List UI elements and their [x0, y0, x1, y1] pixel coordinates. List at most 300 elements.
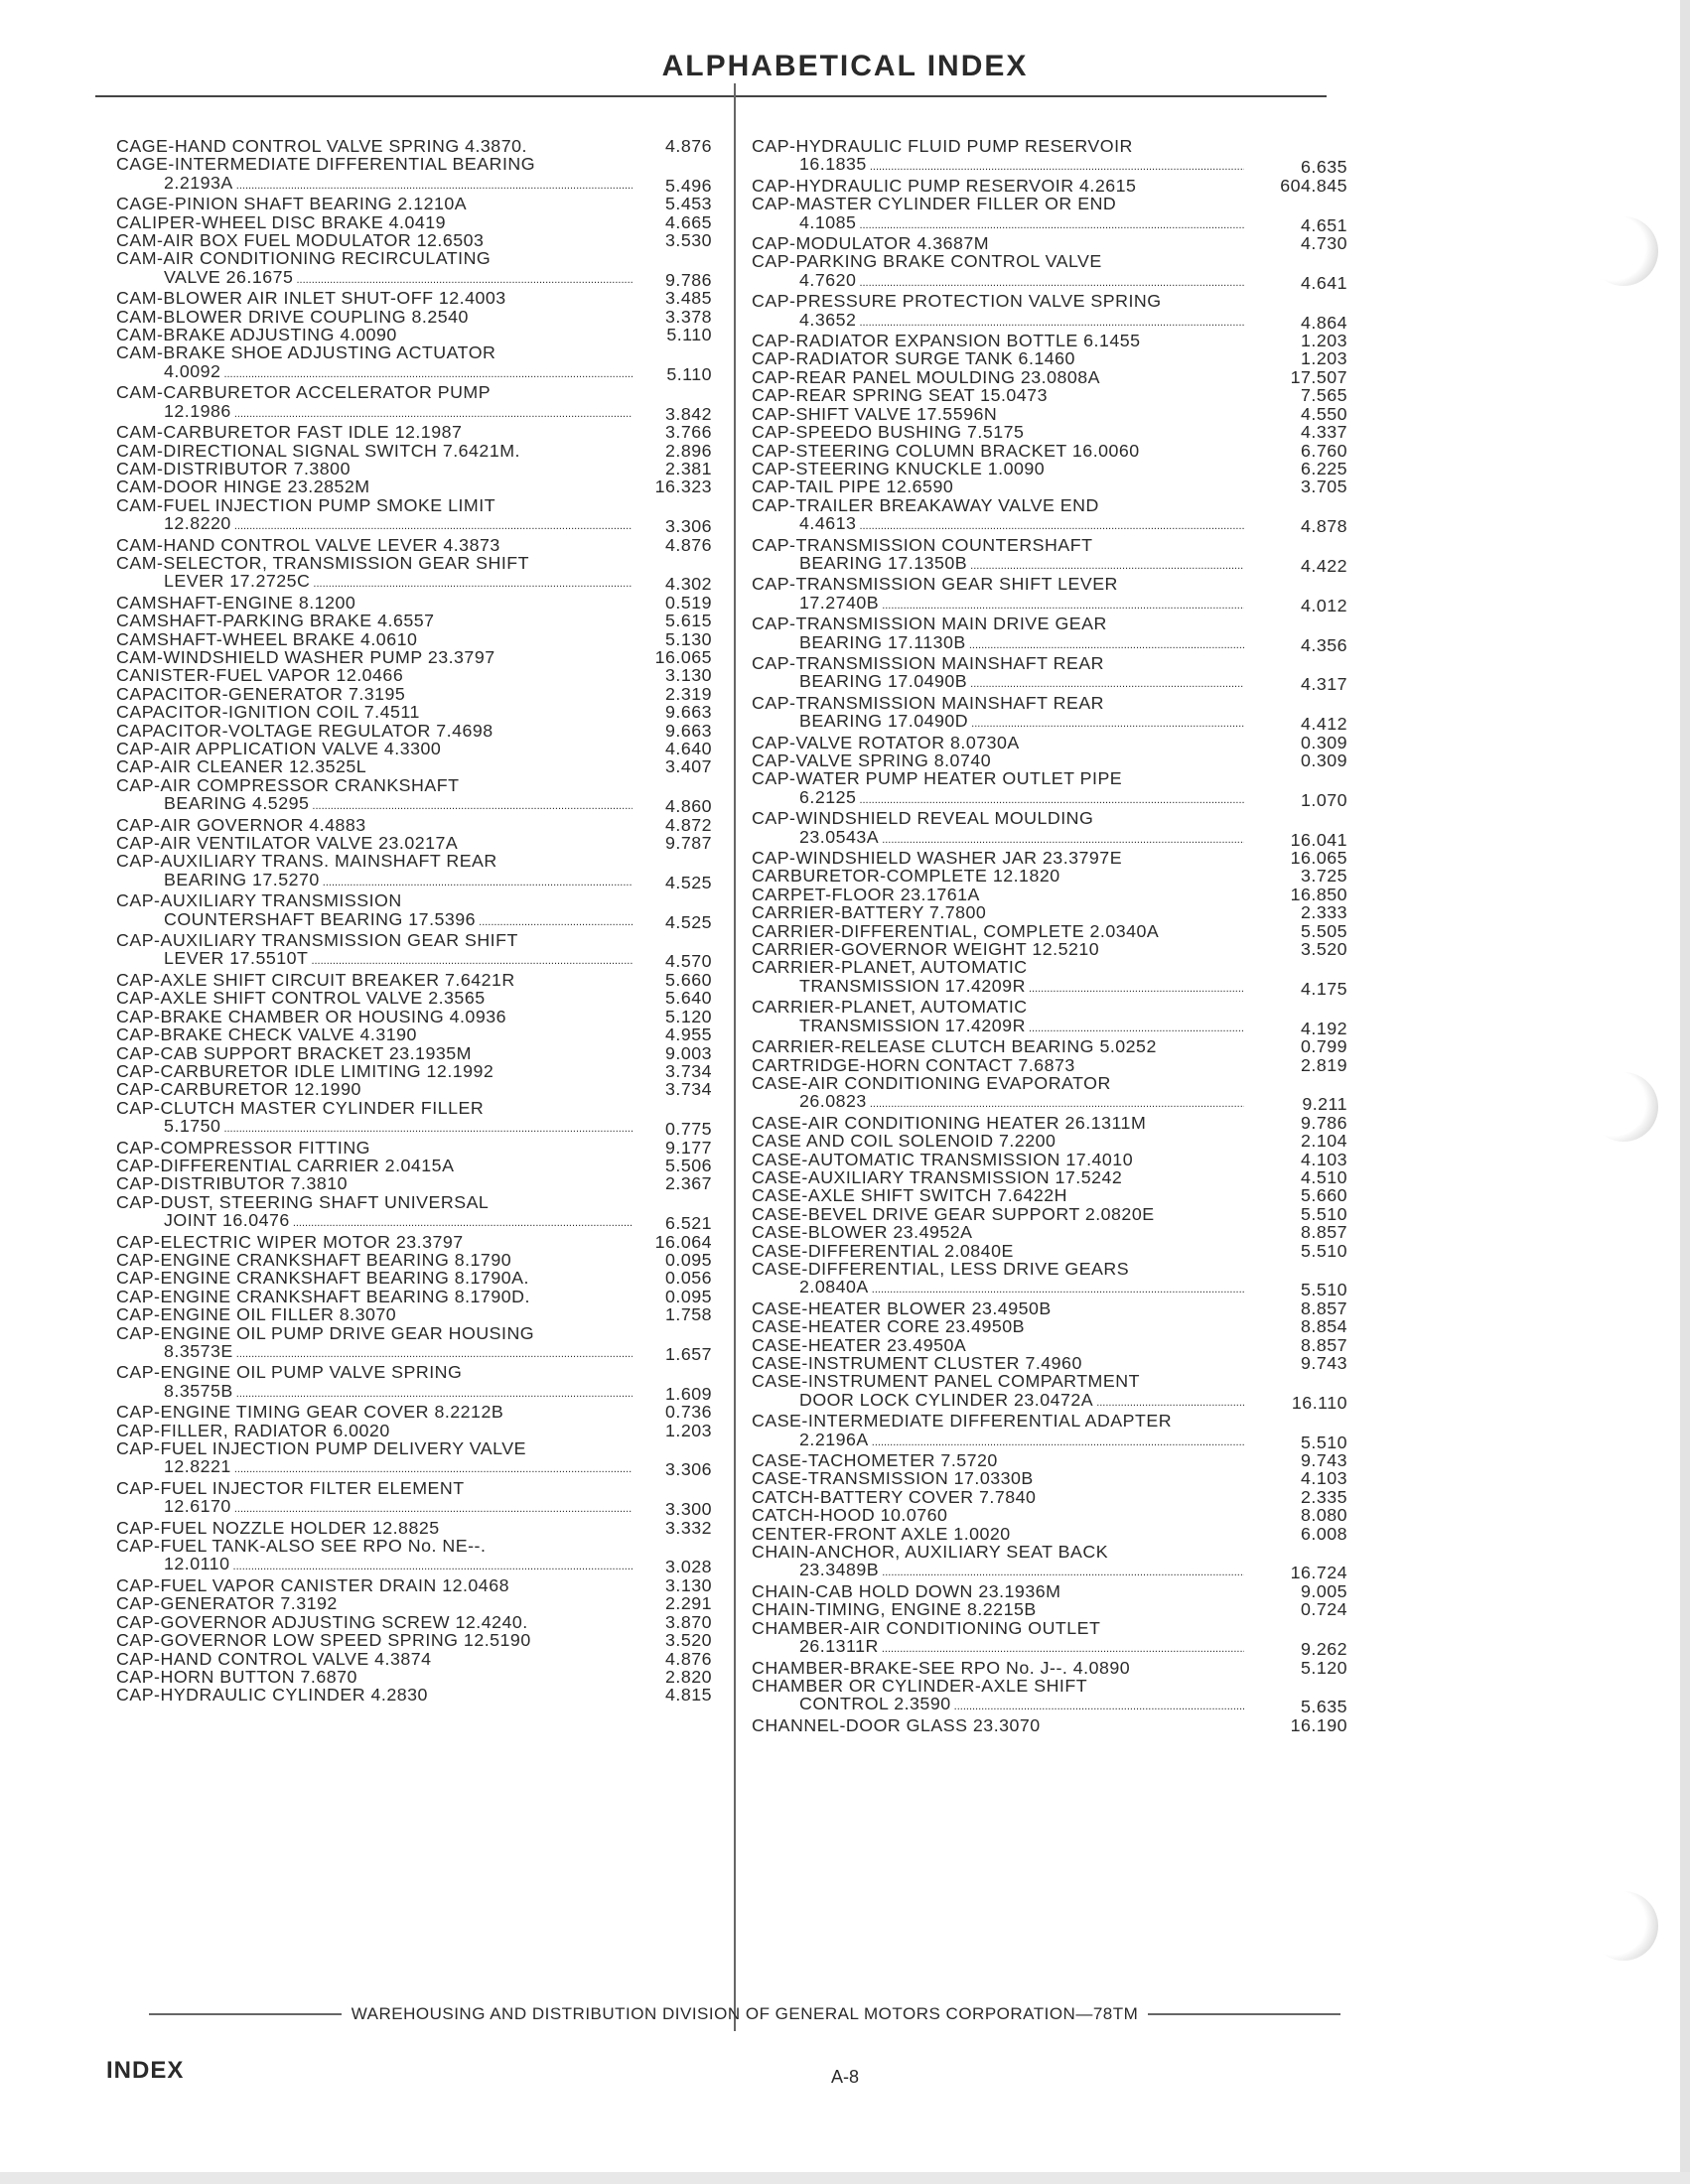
- index-entry: [752, 1299, 1347, 1317]
- index-entry: [752, 1412, 1347, 1430]
- index-entry-text: CARRIER-PLANET, AUTOMATIC: [752, 958, 1028, 977]
- index-entry-text: CAP-SPEEDO BUSHING 7.5175: [752, 423, 1025, 442]
- index-entry-text: CAM-AIR CONDITIONING RECIRCULATING: [116, 249, 492, 268]
- index-entry: [116, 460, 712, 478]
- index-entry: [116, 816, 712, 834]
- index-entry: [752, 1469, 1347, 1487]
- index-entry-page: 4.422: [1301, 555, 1347, 576]
- index-entry-text: BEARING 17.1130B .....: [752, 633, 1244, 654]
- index-entry-text: CASE-AXLE SHIFT SWITCH 7.6422H: [752, 1186, 1068, 1205]
- index-entry: [116, 213, 712, 231]
- index-entry: [116, 155, 712, 173]
- index-entry-text: CAP-FUEL VAPOR CANISTER DRAIN 12.0468: [116, 1575, 509, 1595]
- index-entry: [116, 1631, 712, 1649]
- index-entry: [116, 1157, 712, 1174]
- index-entry: [752, 1372, 1347, 1390]
- index-entry-page: 5.130: [665, 628, 712, 649]
- index-entry-page: 2.104: [1301, 1131, 1347, 1152]
- index-entry: [752, 460, 1347, 478]
- index-entry: [116, 891, 712, 909]
- index-entry-page: 16.323: [654, 477, 712, 497]
- index-entry-text: CAP-ENGINE OIL PUMP VALVE SPRING: [116, 1363, 463, 1382]
- index-entry-text: CASE-AUTOMATIC TRANSMISSION 17.4010: [752, 1150, 1134, 1168]
- index-entry-text: CAP-RADIATOR EXPANSION BOTTLE 6.1455: [752, 332, 1141, 350]
- page-edge: [0, 2172, 1690, 2184]
- index-entry-page: 9.787: [665, 833, 712, 854]
- index-entry-page: 3.766: [665, 422, 712, 443]
- index-entry: [752, 788, 1347, 809]
- index-entry-page: 6.760: [1301, 440, 1347, 461]
- index-entry: [752, 867, 1347, 885]
- index-entry: [752, 554, 1347, 575]
- index-entry: [116, 703, 712, 721]
- index-entry-text: BEARING 17.0490B .....: [752, 672, 1244, 693]
- index-entry-page: 5.640: [665, 988, 712, 1009]
- index-entry-page: 3.300: [665, 1499, 712, 1520]
- index-entry: [752, 478, 1347, 495]
- index-entry-text: 12.0110 .....: [116, 1555, 633, 1575]
- index-entry: [752, 332, 1347, 349]
- index-entry-page: 16.850: [1290, 884, 1347, 904]
- index-entry-page: 4.525: [665, 872, 712, 892]
- index-entry-text: CAP-AUXILIARY TRANSMISSION: [116, 891, 402, 910]
- index-entry-text: CAMSHAFT-PARKING BRAKE 4.6557: [116, 612, 435, 630]
- index-entry-page: 0.775: [665, 1119, 712, 1140]
- index-entry-text: LEVER 17.5510T .....: [116, 949, 633, 970]
- title-rule: [95, 95, 1327, 97]
- index-entry-text: CAP-RADIATOR SURGE TANK 6.1460: [752, 349, 1075, 368]
- index-entry-page: 4.337: [1301, 422, 1347, 443]
- index-entry-page: 4.525: [665, 911, 712, 932]
- index-entry: [752, 1677, 1347, 1695]
- index-entry-page: 16.065: [1290, 848, 1347, 869]
- index-entry: [116, 871, 712, 891]
- index-entry-page: 16.041: [1290, 829, 1347, 850]
- index-entry-page: 2.819: [1301, 1054, 1347, 1075]
- index-entry: [116, 289, 712, 307]
- index-entry-text: CASE-BEVEL DRIVE GEAR SUPPORT 2.0820E: [752, 1204, 1155, 1224]
- index-entry: [752, 998, 1347, 1016]
- index-entry-page: 9.211: [1302, 1094, 1347, 1115]
- index-entry: [116, 685, 712, 703]
- index-entry-page: 1.203: [1301, 331, 1347, 351]
- index-entry-text: BEARING 4.5295 .....: [116, 794, 633, 815]
- index-entry-page: 6.008: [1301, 1523, 1347, 1544]
- index-entry-text: BEARING 17.1350B .....: [752, 554, 1244, 575]
- index-entry-page: 16.110: [1291, 1392, 1347, 1413]
- index-entry: [116, 1324, 712, 1342]
- index-entry-text: CAP-PRESSURE PROTECTION VALVE SPRING: [752, 292, 1162, 311]
- index-entry-text: CASE-TRANSMISSION 17.0330B: [752, 1469, 1034, 1488]
- index-entry-text: CAP-FUEL NOZZLE HOLDER 12.8825: [116, 1518, 440, 1538]
- index-entry-page: 9.005: [1301, 1580, 1347, 1601]
- index-entry: [752, 496, 1347, 514]
- index-entry-page: 5.615: [665, 611, 712, 631]
- index-entry-page: 5.110: [666, 325, 712, 345]
- index-entry: [752, 195, 1347, 212]
- index-entry: [116, 514, 712, 535]
- index-entry: [116, 1613, 712, 1631]
- index-entry: [752, 1582, 1347, 1600]
- index-entry: [116, 776, 712, 794]
- index-entry: [116, 1008, 712, 1025]
- index-entry-text: CAM-WINDSHIELD WASHER PUMP 23.3797: [116, 647, 495, 667]
- index-entry-page: 4.730: [1301, 233, 1347, 254]
- index-entry-text: CASE-AUXILIARY TRANSMISSION 17.5242: [752, 1167, 1123, 1187]
- index-entry-page: 2.335: [1301, 1486, 1347, 1507]
- index-entry: [752, 712, 1347, 733]
- index-entry-text: CARBURETOR-COMPLETE 12.1820: [752, 867, 1060, 886]
- index-entry-text: CAMSHAFT-ENGINE 8.1200: [116, 593, 356, 613]
- index-entry: [116, 1382, 712, 1403]
- index-entry: [752, 886, 1347, 903]
- index-entry: [752, 234, 1347, 252]
- index-entry: [116, 1233, 712, 1251]
- index-entry-text: 4.1085 .....: [752, 213, 1244, 234]
- index-entry: [752, 1092, 1347, 1113]
- index-entry: [752, 594, 1347, 614]
- index-entry: [752, 514, 1347, 535]
- index-entry: [752, 1543, 1347, 1561]
- index-entry-text: CAP-DIFFERENTIAL CARRIER 2.0415A: [116, 1156, 455, 1175]
- index-entry: [752, 1132, 1347, 1150]
- index-entry: [752, 614, 1347, 632]
- index-entry-text: CAGE-HAND CONTROL VALVE SPRING 4.3870.: [116, 137, 527, 156]
- index-entry-text: CAP-HYDRAULIC CYLINDER 4.2830: [116, 1686, 428, 1705]
- index-entry-text: CAP-AIR CLEANER 12.3525L: [116, 757, 367, 776]
- index-entry: [752, 940, 1347, 958]
- index-entry-text: CAP-STEERING KNUCKLE 1.0090: [752, 459, 1046, 478]
- index-entry-text: 16.1835 .....: [752, 155, 1244, 176]
- index-entry-text: VALVE 26.1675 .....: [116, 268, 633, 289]
- index-entry-page: 3.306: [665, 1459, 712, 1480]
- index-entry-text: CASE-INSTRUMENT PANEL COMPARTMENT: [752, 1372, 1140, 1391]
- index-entry-page: 5.505: [1301, 920, 1347, 941]
- index-entry-text: CAGE-INTERMEDIATE DIFFERENTIAL BEARING: [116, 155, 536, 174]
- index-entry: [752, 405, 1347, 423]
- index-entry-text: CAM-BRAKE SHOE ADJUSTING ACTUATOR: [116, 343, 496, 362]
- index-entry-text: CAP-FUEL INJECTOR FILTER ELEMENT: [116, 1478, 465, 1498]
- index-entry-page: 5.510: [1301, 1432, 1347, 1452]
- index-entry-page: 4.510: [1301, 1166, 1347, 1187]
- index-entry: [116, 1193, 712, 1211]
- index-entry-text: CAP-HYDRAULIC PUMP RESERVOIR 4.2615: [752, 176, 1137, 196]
- index-entry: [752, 849, 1347, 867]
- index-entry: [752, 1223, 1347, 1241]
- index-entry-text: JOINT 16.0476 .....: [116, 1211, 633, 1232]
- index-entry: [752, 1317, 1347, 1335]
- index-entry-text: CASE-DIFFERENTIAL 2.0840E: [752, 1241, 1014, 1260]
- index-entry-text: CHAIN-ANCHOR, AUXILIARY SEAT BACK: [752, 1543, 1109, 1562]
- index-entry: [116, 1211, 712, 1232]
- index-entry: [116, 1479, 712, 1497]
- index-entry: [116, 722, 712, 740]
- index-entry-text: CAP-DISTRIBUTOR 7.3810: [116, 1174, 349, 1193]
- index-entry: [116, 1288, 712, 1305]
- index-entry: [752, 1242, 1347, 1260]
- index-entry-text: TRANSMISSION 17.4209R .....: [752, 1017, 1244, 1037]
- index-entry-text: CAP-ENGINE OIL FILLER 8.3070: [116, 1305, 397, 1324]
- index-entry-page: 2.291: [665, 1593, 712, 1614]
- index-entry: [752, 155, 1347, 176]
- index-entry: [752, 828, 1347, 849]
- index-entry-page: 9.177: [665, 1137, 712, 1158]
- index-entry-text: CHAMBER-BRAKE-SEE RPO No. J--. 4.0890: [752, 1658, 1131, 1677]
- index-entry: [116, 1117, 712, 1138]
- index-entry: [752, 1037, 1347, 1055]
- index-entry-page: 8.854: [1301, 1316, 1347, 1337]
- index-entry-text: CAP-MASTER CYLINDER FILLER OR END: [752, 195, 1117, 213]
- index-entry: [752, 1619, 1347, 1637]
- index-entry-page: 4.103: [1301, 1468, 1347, 1489]
- index-entry: [752, 442, 1347, 460]
- index-entry-page: 3.130: [665, 665, 712, 686]
- index-entry: [752, 1600, 1347, 1618]
- index-entry-page: 5.510: [1301, 1280, 1347, 1300]
- index-entry-page: 16.190: [1290, 1714, 1347, 1735]
- index-entry-page: 4.872: [665, 814, 712, 835]
- index-entry-text: 17.2740B .....: [752, 594, 1244, 614]
- index-entry-page: 5.635: [1301, 1697, 1347, 1717]
- index-entry: [116, 1537, 712, 1555]
- index-entry: [116, 1305, 712, 1323]
- index-entry: [752, 922, 1347, 940]
- index-entry-text: CAM-AIR BOX FUEL MODULATOR 12.6503: [116, 231, 485, 250]
- index-entry: [752, 311, 1347, 332]
- index-entry: [752, 1525, 1347, 1543]
- index-entry-text: 12.6170 .....: [116, 1497, 633, 1518]
- index-entry-text: CAP-HORN BUTTON 7.6870: [116, 1667, 357, 1687]
- index-entry: [752, 672, 1347, 693]
- index-entry-page: 4.640: [665, 739, 712, 758]
- index-entry-text: BEARING 17.0490D .....: [752, 712, 1244, 733]
- index-entry-page: 5.660: [1301, 1185, 1347, 1206]
- index-entry: [752, 536, 1347, 554]
- index-entry-page: 4.876: [665, 136, 712, 156]
- index-entry-text: CASE-AIR CONDITIONING HEATER 26.1311M: [752, 1113, 1147, 1133]
- index-entry-page: 16.064: [654, 1231, 712, 1252]
- index-entry-page: 4.665: [665, 211, 712, 232]
- index-entry: [752, 1451, 1347, 1469]
- index-entry-page: 6.635: [1301, 157, 1347, 178]
- index-entry-text: CAP-GOVERNOR LOW SPEED SPRING 12.5190: [116, 1631, 531, 1650]
- index-entry-page: 2.319: [665, 683, 712, 704]
- index-entry-page: 9.786: [1301, 1112, 1347, 1133]
- index-entry-page: 16.724: [1290, 1563, 1347, 1583]
- index-entry: [752, 1561, 1347, 1581]
- index-entry-text: CAP-HAND CONTROL VALVE 4.3874: [116, 1649, 432, 1668]
- index-entry: [116, 1555, 712, 1575]
- column-divider: [734, 83, 736, 2031]
- index-entry: [752, 1278, 1347, 1298]
- index-entry-text: CAP-TAIL PIPE 12.6590: [752, 478, 954, 496]
- index-entry: [116, 740, 712, 757]
- index-entry-page: 2.333: [1301, 902, 1347, 923]
- index-entry: [752, 1114, 1347, 1132]
- page-edge: [1680, 0, 1690, 2184]
- index-entry-page: 8.857: [1301, 1222, 1347, 1243]
- index-entry-page: 4.955: [665, 1024, 712, 1045]
- index-entry-text: 4.7620 .....: [752, 271, 1244, 292]
- index-entry-text: CASE-HEATER 23.4950A: [752, 1335, 967, 1354]
- index-entry: [116, 1139, 712, 1157]
- index-entry: [752, 633, 1347, 654]
- index-column-left: [116, 137, 712, 1705]
- index-entry-text: CASE-BLOWER 23.4952A: [752, 1223, 973, 1242]
- index-entry-text: CAP-AIR COMPRESSOR CRANKSHAFT: [116, 775, 460, 795]
- footer-section-label: INDEX: [106, 2057, 185, 2084]
- index-entry-text: CAM-CARBURETOR FAST IDLE 12.1987: [116, 423, 463, 442]
- index-entry-text: CAM-BLOWER DRIVE COUPLING 8.2540: [116, 307, 469, 327]
- index-entry: [116, 1044, 712, 1062]
- index-entry-page: 4.175: [1301, 978, 1347, 999]
- index-entry-text: CAP-GOVERNOR ADJUSTING SCREW 12.4240.: [116, 1612, 528, 1632]
- index-entry-page: 4.550: [1301, 403, 1347, 424]
- index-entry-page: 2.820: [665, 1666, 712, 1687]
- index-entry: [752, 1431, 1347, 1451]
- index-entry: [752, 769, 1347, 787]
- index-entry-text: CAP-FUEL TANK-ALSO SEE RPO No. NE--.: [116, 1537, 487, 1556]
- index-entry-page: 1.609: [665, 1383, 712, 1404]
- index-entry: [116, 1342, 712, 1363]
- index-entry: [752, 1716, 1347, 1734]
- index-entry-text: CAP-ENGINE CRANKSHAFT BEARING 8.1790: [116, 1250, 512, 1270]
- index-entry: [116, 268, 712, 289]
- index-entry-text: CAP-TRANSMISSION MAINSHAFT REAR: [752, 693, 1105, 713]
- index-entry-page: 3.306: [665, 516, 712, 537]
- index-entry: [752, 734, 1347, 751]
- index-entry: [752, 654, 1347, 672]
- index-entry-text: CAM-FUEL INJECTION PUMP SMOKE LIMIT: [116, 495, 496, 515]
- index-entry-page: 0.519: [665, 592, 712, 613]
- index-entry: [116, 1519, 712, 1537]
- index-entry-page: 0.095: [665, 1286, 712, 1306]
- index-entry: [116, 931, 712, 949]
- index-entry: [752, 292, 1347, 310]
- index-entry-text: CAP-BRAKE CHAMBER OR HOUSING 4.0936: [116, 1007, 506, 1026]
- index-entry-page: 0.309: [1301, 751, 1347, 770]
- index-entry: [116, 402, 712, 423]
- index-entry-text: CHAIN-TIMING, ENGINE 8.2215B: [752, 1600, 1037, 1619]
- index-entry-text: CASE-INSTRUMENT CLUSTER 7.4960: [752, 1354, 1082, 1373]
- index-entry-page: 3.870: [665, 1611, 712, 1632]
- index-entry-text: CAP-REAR SPRING SEAT 15.0473: [752, 386, 1048, 405]
- index-entry-page: 4.302: [665, 574, 712, 595]
- index-entry-text: CAP-FILLER, RADIATOR 6.0020: [116, 1421, 390, 1440]
- index-entry-text: CAP-SHIFT VALVE 17.5596N: [752, 404, 998, 424]
- footer-publisher: WAREHOUSING AND DISTRIBUTION DIVISION OF GENERAL MOTORS CORPORATION—78TM: [351, 2004, 1139, 2023]
- index-entry: [752, 903, 1347, 921]
- index-entry: [752, 1151, 1347, 1168]
- index-entry: [752, 1186, 1347, 1204]
- footer-rule-right: [1148, 2013, 1340, 2015]
- index-entry-page: 4.103: [1301, 1149, 1347, 1169]
- index-entry: [752, 423, 1347, 441]
- index-entry-text: CATCH-BATTERY COVER 7.7840: [752, 1487, 1037, 1507]
- index-entry-text: CAPACITOR-VOLTAGE REGULATOR 7.4698: [116, 721, 493, 740]
- index-entry: [116, 249, 712, 267]
- index-entry: [116, 971, 712, 989]
- index-entry-page: 3.485: [665, 288, 712, 309]
- index-entry-page: 4.860: [665, 796, 712, 817]
- index-entry-text: CAP-AXLE SHIFT CONTROL VALVE 2.3565: [116, 989, 486, 1008]
- index-entry-page: 5.453: [665, 194, 712, 214]
- index-entry-text: CHAIN-CAB HOLD DOWN 23.1936M: [752, 1581, 1061, 1601]
- index-entry: [752, 1488, 1347, 1506]
- index-entry: [116, 174, 712, 195]
- index-entry: [752, 809, 1347, 827]
- index-entry-text: CAP-AIR APPLICATION VALVE 4.3300: [116, 740, 442, 758]
- index-entry-text: CHAMBER-AIR CONDITIONING OUTLET: [752, 1618, 1101, 1638]
- index-entry-text: CAP-AUXILIARY TRANSMISSION GEAR SHIFT: [116, 931, 518, 950]
- index-entry-page: 9.262: [1301, 1639, 1347, 1660]
- index-entry-text: TRANSMISSION 17.4209R .....: [752, 977, 1244, 998]
- index-entry-page: 1.203: [665, 1420, 712, 1440]
- index-entry: [116, 1251, 712, 1269]
- index-entry-page: 9.663: [665, 720, 712, 741]
- index-entry: [116, 383, 712, 401]
- index-entry-text: CAP-TRANSMISSION GEAR SHIFT LEVER: [752, 575, 1118, 594]
- index-entry-page: 4.192: [1301, 1018, 1347, 1038]
- index-entry-text: CAP-TRANSMISSION COUNTERSHAFT: [752, 535, 1093, 554]
- index-entry-page: 4.570: [665, 951, 712, 972]
- index-entry-text: 12.8220 .....: [116, 514, 633, 535]
- index-entry: [116, 794, 712, 815]
- index-entry: [752, 1336, 1347, 1354]
- index-entry: [116, 1025, 712, 1043]
- index-entry-page: 0.724: [1301, 1599, 1347, 1620]
- index-entry-text: CASE AND COIL SOLENOID 7.2200: [752, 1132, 1056, 1151]
- index-entry-text: 23.0543A .....: [752, 828, 1244, 849]
- index-entry-text: 12.1986 .....: [116, 402, 633, 423]
- index-entry-page: 2.381: [665, 458, 712, 478]
- index-entry-page: 5.510: [1301, 1203, 1347, 1224]
- index-entry: [116, 231, 712, 249]
- index-entry-text: CARRIER-GOVERNOR WEIGHT 12.5210: [752, 940, 1100, 959]
- index-entry-text: CAP-MODULATOR 4.3687M: [752, 234, 990, 253]
- index-entry-page: 16.065: [654, 646, 712, 667]
- index-entry: [116, 1403, 712, 1421]
- index-entry-page: 4.641: [1301, 272, 1347, 293]
- index-entry-page: 4.651: [1301, 214, 1347, 235]
- index-entry-text: CAM-BLOWER AIR INLET SHUT-OFF 12.4003: [116, 289, 506, 308]
- index-entry-text: CAP-ELECTRIC WIPER MOTOR 23.3797: [116, 1232, 464, 1251]
- index-entry: [116, 442, 712, 460]
- index-entry-page: 3.378: [665, 306, 712, 327]
- index-entry-page: 5.110: [666, 363, 712, 384]
- index-entry: [752, 368, 1347, 386]
- index-entry-text: CAP-AUXILIARY TRANS. MAINSHAFT REAR: [116, 852, 497, 871]
- index-entry-page: 1.070: [1301, 789, 1347, 810]
- index-entry-text: CATCH-HOOD 10.0760: [752, 1506, 948, 1525]
- index-entry-page: 6.521: [665, 1213, 712, 1234]
- index-entry: [752, 1354, 1347, 1372]
- index-entry-page: 9.786: [665, 269, 712, 290]
- index-entry-text: 2.2196A .....: [752, 1431, 1244, 1451]
- index-entry-text: 8.3575B .....: [116, 1382, 633, 1403]
- index-entry: [116, 612, 712, 629]
- index-entry-text: DOOR LOCK CYLINDER 23.0472A .....: [752, 1391, 1244, 1412]
- page-title: ALPHABETICAL INDEX: [661, 50, 1029, 82]
- index-entry-page: 4.876: [665, 1648, 712, 1669]
- index-entry-text: CAP-ENGINE CRANKSHAFT BEARING 8.1790D.: [116, 1287, 530, 1306]
- index-entry: [116, 949, 712, 970]
- index-entry-text: CAMSHAFT-WHEEL BRAKE 4.0610: [116, 629, 418, 648]
- index-entry-page: 4.876: [665, 534, 712, 555]
- index-entry: [116, 1668, 712, 1686]
- index-entry-text: BEARING 17.5270 .....: [116, 871, 633, 891]
- index-entry-page: 4.317: [1301, 674, 1347, 695]
